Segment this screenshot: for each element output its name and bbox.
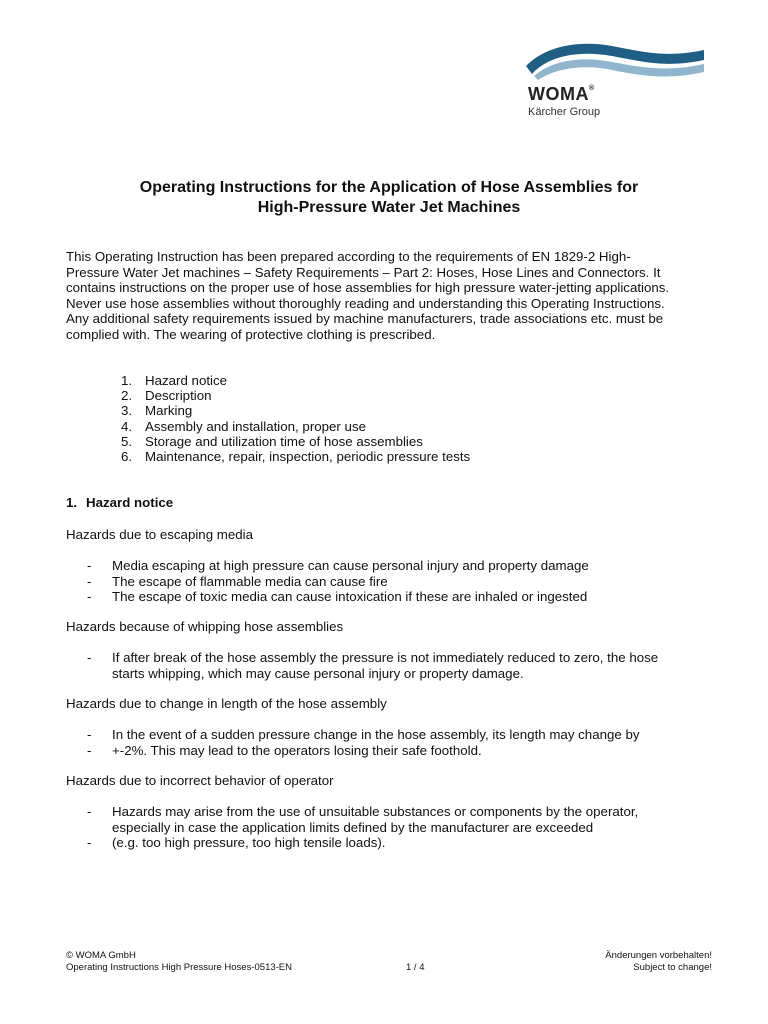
footer-right [605, 950, 712, 974]
logo-brand: WOMA® [528, 84, 595, 104]
intro-line: Any additional safety requirements issued by machine manufacturers, trade associations etc. must be [66, 311, 664, 326]
table-of-contents [118, 373, 470, 464]
toc-item: 4. Assembly and installation, proper use [121, 418, 366, 434]
toc-item: 1. Hazard notice [121, 373, 228, 388]
logo-group: Kärcher Group [528, 106, 601, 118]
hazard-subheading: Hazards due to escaping media [66, 527, 254, 542]
toc-item: 2. Description [121, 388, 212, 404]
toc-item: 3. Marking [121, 403, 193, 419]
wave-logo-icon [526, 40, 704, 84]
list-item: - (e.g. too high pressure, too high tensile loads). [87, 835, 386, 850]
hazard-subheading: Hazards due to change in length of the hose assembly [66, 696, 387, 711]
hazard-bullet-list [87, 727, 727, 758]
list-item: - +-2%. This may lead to the operators losing their safe foothold. [87, 742, 482, 758]
list-item: - Media escaping at high pressure can cause personal injury and property damage [87, 558, 589, 573]
intro-paragraph [66, 249, 716, 342]
footer-copyright: © WOMA GmbH [66, 950, 136, 961]
intro-line: This Operating Instruction has been prepared according to the requirements of EN 1829-2 High- [66, 249, 631, 264]
footer-doc-name: Operating Instructions High Pressure Hoses-0513-EN [66, 962, 292, 973]
footer-notice-en: Subject to change! [633, 962, 712, 973]
hazard-bullet-list [87, 804, 727, 851]
list-item: - In the event of a sudden pressure change in the hose assembly, its length may change by [87, 727, 640, 742]
section-heading-hazard-notice: 1. Hazard notice [66, 495, 174, 510]
toc-item: 5. Storage and utilization time of hose assemblies [121, 433, 423, 449]
list-item: - Hazards may arise from the use of unsuitable substances or components by the operator, especially in case the application limits defined by the manufacturer are exceeded [87, 804, 639, 835]
woma-logo [526, 40, 704, 122]
list-item: - The escape of toxic media can cause intoxication if these are inhaled or ingested [87, 589, 588, 604]
intro-line: contains instructions on the proper use of hose assemblies for high pressure water-jetting applications. [66, 280, 670, 295]
hazard-bullet-list [87, 558, 727, 605]
hazard-subheading: Hazards because of whipping hose assemblies [66, 619, 344, 634]
list-item: - The escape of flammable media can cause fire [87, 573, 388, 589]
footer-left [66, 950, 292, 974]
footer-page-number: 1 / 4 [406, 962, 425, 973]
hazard-bullet-list [87, 650, 727, 681]
page-title [66, 178, 712, 218]
intro-line: Pressure Water Jet machines – Safety Requirements – Part 2: Hoses, Hose Lines and Connectors. It [66, 264, 661, 280]
title-line: Operating Instructions for the Application of Hose Assemblies for [139, 179, 639, 196]
intro-line: complied with. The wearing of protective clothing is prescribed. [66, 326, 436, 342]
toc-item: 6. Maintenance, repair, inspection, periodic pressure tests [121, 449, 471, 465]
footer-notice-de: Änderungen vorbehalten! [605, 950, 712, 961]
title-line: High-Pressure Water Jet Machines [257, 199, 521, 216]
list-item: - If after break of the hose assembly the pressure is not immediately reduced to zero, the hose starts whipping, which may cause personal injury or property damage. [87, 650, 659, 681]
intro-line: Never use hose assemblies without thoroughly reading and understanding this Operating Instructions. [66, 295, 665, 311]
hazard-subheading: Hazards due to incorrect behavior of operator [66, 773, 334, 788]
